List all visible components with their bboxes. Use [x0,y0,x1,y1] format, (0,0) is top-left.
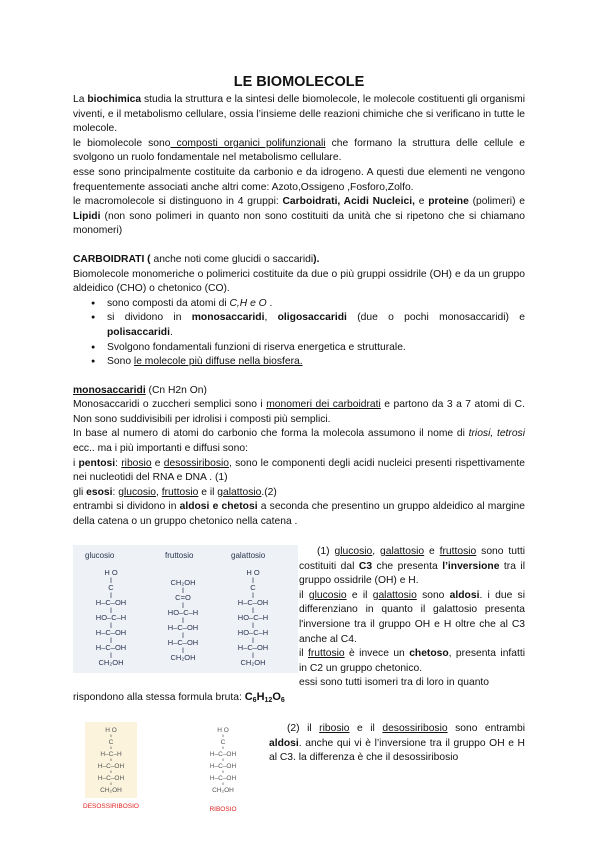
carbo-heading: CARBOIDRATI ( anche noti come glucidi o saccaridi). [73,253,320,265]
mono-paragraph-2: In base al numero di atomi do carbonio che forma la molecola assumono il nome di triosi, tetrosi ecc.. ma i più importanti e diffusi sono: [73,428,525,455]
structure-row: H O [246,568,260,577]
desossiribosio-label: DESOSSIRIBOSIO [83,803,139,810]
glucosio-structure [96,568,126,667]
structure-row: HO–C–H [95,613,127,622]
structure-row: C [220,739,226,746]
carbo-bullet-list [73,297,525,370]
glucosio-label: glucosio [85,551,115,560]
page-title: LE BIOMOLECOLE [233,74,365,90]
structure-row: CH₂OH [240,658,266,667]
structure-row: CH₂OH [170,578,196,587]
carbo-description: Biomolecole monomeriche o polimerici costituite da due o più gruppi ossidrile (OH) e da un gruppo aldeidico (CHO) o chetonico (CO). [73,268,525,295]
mono-paragraph-4: gli esosi: glucosio, fruttosio e il galattosio.(2) [73,486,277,498]
fruttosio-structure [168,578,198,662]
mono-paragraph-3: i pentosi: ribosio e desossiribosio, sono le componenti degli acidi nucleici presenti rispettivamente nei nucleotidi del RNA e DNA . (1) [73,457,525,484]
note-1-chetoso: il fruttosio è invece un chetoso, presenta infatti in C2 un gruppo chetonico. [299,648,526,674]
structure-row: H–C–OH [95,628,127,637]
intro-paragraph-2: le biomolecole sono composti organici polifunzionali che formano la struttura delle cellule e svolgono un ruolo fondamentale nel metabolismo cellulare. [73,137,525,164]
pentose-structures-svg [73,720,268,815]
note-1-text: (1) glucosio, galattosio e fruttosio sono tutti costituiti dal C3 che presenta l’inversione tra il gruppo ossidrile (OH) e H. [299,546,525,587]
structure-row: H–C–OH [97,775,125,782]
structure-row: HO–C–H [237,613,269,622]
pentose-structures-figure [73,720,268,815]
intro-paragraph-3: esse sono principalmente costituite da carbonio e da idrogeno. A questi due elementi ne vengono frequentemente associati anche altri come: Azoto,Ossigeno ,Fosforo,Zolfo. [73,166,525,193]
structure-row: H–C–OH [95,598,127,607]
structure-row: H O [105,727,117,734]
intro-paragraph-1: La biochimica studia la struttura e la sintesi delle biomolecole, le molecole costituenti gli organismi viventi, e il metabolismo cellulare, ossia l’insieme delle reazioni chimiche che si verificano in tutte le molecole. [73,94,525,135]
structure-row: H–C–OH [95,643,127,652]
bullet-item: ● Sono le molecole più diffuse nella biosfera. [107,355,525,370]
structure-row: H–C–OH [97,763,125,770]
bullet-item: ● si dividono in monosaccaridi, oligosaccaridi (due o pochi monosaccaridi) e polisaccaridi. [107,311,525,340]
mono-paragraph-1: Monosaccaridi o zuccheri semplici sono i monomeri dei carboidrati e partono da 3 a 7 atomi di C. Non sono suddivisibili per idrolisi i composti più semplici. [73,399,525,425]
formula-bruta: $C_6H_{12}O_6$ [244,691,285,704]
structure-row: CH₂OH [100,787,122,794]
mono-heading: monosaccaridi (Cn H2n On) [73,384,207,396]
galattosio-label: galattosio [231,551,266,560]
hexose-structures-svg [73,545,298,673]
ribosio-structure [210,727,237,794]
structure-row: H–C–OH [209,751,237,758]
formula-line: rispondono alla stessa formula bruta: $C_6H_{12}O_6$ [73,691,285,704]
structure-row: H–C–OH [209,763,237,770]
structure-row: CH₂OH [212,787,234,794]
structure-row: C [108,583,114,592]
structure-row: CH₂OH [98,658,124,667]
structure-row: H–C–OH [237,598,269,607]
structure-row: HO–C–H [167,608,199,617]
note-2-column [269,722,525,766]
structure-row: H O [104,568,118,577]
hexose-structures-figure [73,545,298,673]
fruttosio-label: fruttosio [165,551,194,560]
structure-row: C [250,583,256,592]
note-1-aldosi: il glucosio e il galattosio sono aldosi. i due si differenziano in quanto il galattosio presenta l'inversione tra il gruppo OH e H oltre che al C3 anche al C4. [299,589,525,645]
note-2-text: (2) il ribosio e il desossiribosio sono entrambi aldosi. anche qui vi è l’inversione tra il gruppo OH e H al C3. la differenza è che il desossiribosio [269,723,525,764]
structure-row: H O [217,727,229,734]
structure-row: C=O [175,593,191,602]
structure-row: H–C–OH [209,775,237,782]
note-1-isomeri: essi sono tutti isomeri tra di loro in quanto [299,677,490,689]
page [73,70,526,813]
structure-row: H–C–H [100,751,122,758]
galattosio-structure [238,568,268,667]
structure-row: H–C–OH [167,638,199,647]
structure-row: H–C–OH [237,643,269,652]
structure-row: C [108,739,114,746]
structure-row: HO–C–H [237,628,269,637]
note-1-column [299,545,525,691]
intro-paragraph-4: le macromolecole si distinguono in 4 gruppi: Carboidrati, Acidi Nucleici, e proteine (polimeri) e Lipidi (non sono polimeri in quanto non sono costituiti da unità che si ripetono che si chiamano monomeri) [73,196,525,237]
bullet-item: ● Svolgono fondamentali funzioni di riserva energetica e strutturale. [107,341,525,356]
structure-row: CH₂OH [170,653,196,662]
bullet-item: ● sono composti da atomi di C,H e O . [107,297,525,312]
ribosio-label: RIBOSIO [209,806,237,813]
structure-row: H–C–OH [167,623,199,632]
mono-paragraph-5: entrambi si dividono in aldosi e chetosi a seconda che presentino un gruppo aldeidico al margine della catena o un gruppo chetonico nella catena . [73,501,526,528]
